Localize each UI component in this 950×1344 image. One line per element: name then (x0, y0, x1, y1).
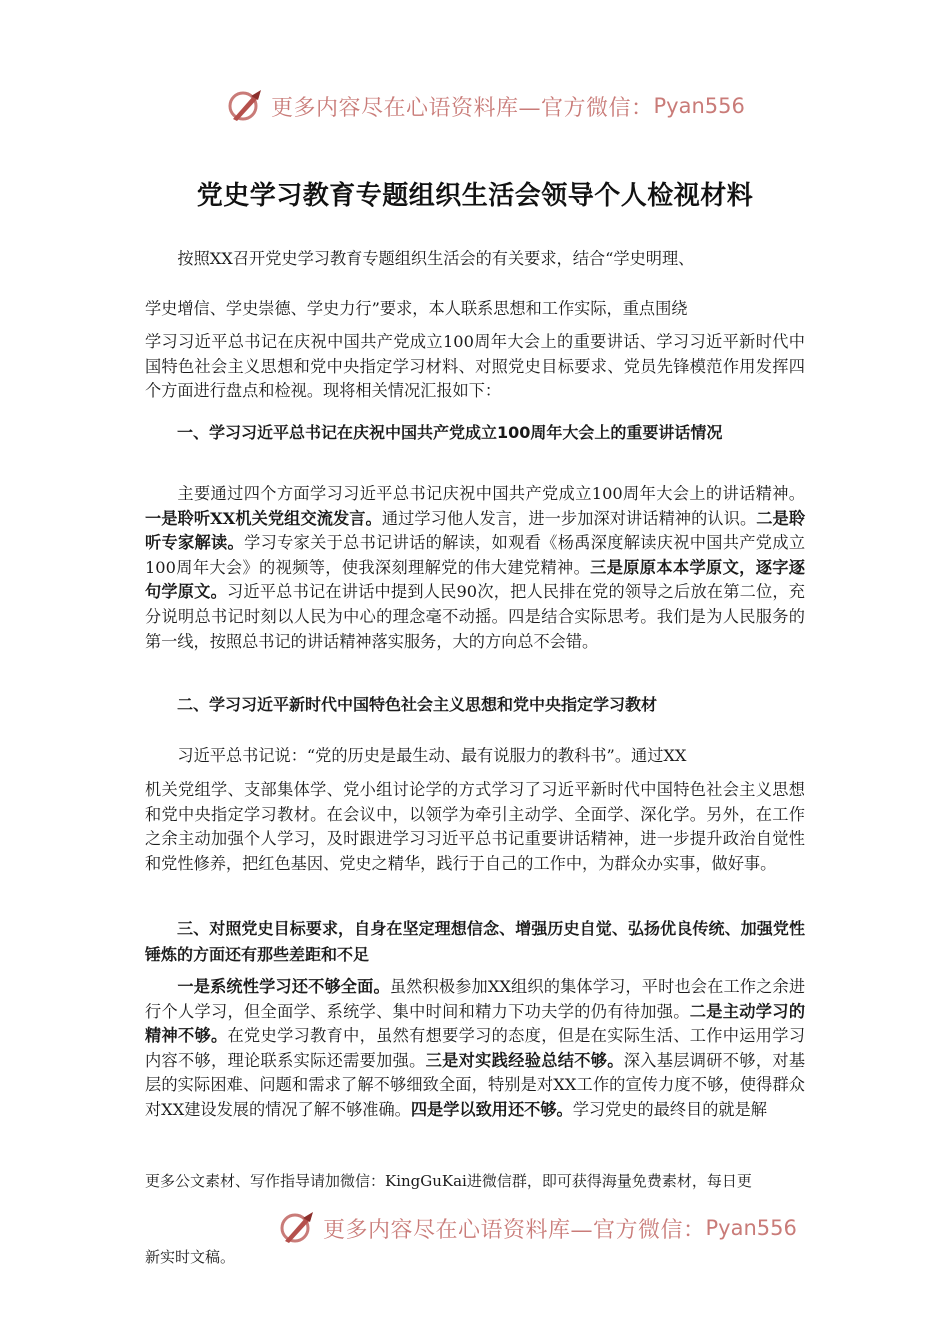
pen-logo-icon (225, 86, 265, 126)
bottom-banner (277, 1206, 797, 1250)
section3-bold-3: 三是对实践经验总结不够。 (425, 1050, 624, 1070)
document-title: 党史学习教育专题组织生活会领导个人检视材料 (196, 181, 754, 211)
section2-line-1: 习近平总书记说：“党的历史是最生动、最有说服力的教科书”。通过XX (177, 746, 687, 765)
section3-paragraph (145, 975, 805, 1123)
section2-heading: 二、学习习近平新时代中国特色社会主义思想和党中央指定学习教材 (177, 695, 658, 714)
footer-note-line-1: 更多公文素材、写作指导请加微信：KingGuKai进微信群，即可获得海量免费素材，每日更 (145, 1172, 752, 1190)
top-banner (225, 84, 745, 128)
section1-text-4: 习近平总书记在讲话中提到人民90次，把人民排在党的领导之后放在第二位，充分说明总书记时刻以人民为中心的理念毫不动摇。四是结合实际思考。我们是为人民服务的第一线，按照总书记的讲话精神落实服务，大的方向总不会错。 (145, 582, 805, 651)
intro-line-1: 按照XX召开党史学习教育专题组织生活会的有关要求，结合“学史明理、 (177, 249, 695, 268)
section3-bold-4: 四是学以致用还不够。 (410, 1099, 573, 1119)
banner-wechat-id: Pyan556 (653, 94, 745, 118)
banner-text: 更多内容尽在心语资料库—官方微信： (271, 95, 654, 121)
section3-text-1: 虽然积极参加XX组织的集体学习，平时也会在工作之余进行个人学习，但全面学、系统学、集中时间和精力下功夫学的仍有待加强。 (145, 977, 806, 1021)
section1-bold-3: 三是原原本本学原文，逐字逐句学原文。 (145, 557, 805, 602)
section1-text-3: 学习专家关于总书记讲话的解读，如观看《杨禹深度解读庆祝中国共产党成立100周年大会》的视频等，使我深刻理解党的伟大建党精神。 (145, 533, 806, 577)
section1-text-2: 通过学习他人发言，进一步加深对讲话精神的认识。 (381, 508, 757, 528)
intro-paragraph: 学习习近平总书记在庆祝中国共产党成立100周年大会上的重要讲话、学习习近平新时代中国特色社会主义思想和党中央指定学习材料、对照党史目标要求、党员先锋模范作用发挥四个方面进行盘点和检视。现将相关情况汇报如下： (145, 332, 805, 401)
pen-logo-icon (277, 1208, 317, 1248)
banner-text: 更多内容尽在心语资料库—官方微信： (323, 1217, 706, 1243)
section1-bold-1: 一是聆听XX机关党组交流发言。 (145, 508, 382, 528)
intro-line-2: 学史增信、学史崇德、学史力行”要求，本人联系思想和工作实际，重点围绕 (145, 299, 688, 318)
section3-bold-1: 一是系统性学习还不够全面。 (177, 977, 390, 996)
banner-wechat-id: Pyan556 (705, 1216, 797, 1240)
section2-paragraph: 机关党组学、支部集体学、党小组讨论学的方式学习了习近平新时代中国特色社会主义思想和党中央指定学习教材。在会议中，以领学为牵引主动学、全面学、深化学。另外，在工作之余主动加强个人学习，及时跟进学习习近平总书记重要讲话精神，进一步提升政治自觉性和党性修养，把红色基因、党史之精华，践行于自己的工作中，为群众办实事，做好事。 (145, 780, 805, 873)
section1-paragraph (145, 482, 805, 654)
footer-note-line-2: 新实时文稿。 (145, 1248, 236, 1266)
section3-heading: 三、对照党史目标要求，自身在坚定理想信念、增强历史自觉、弘扬优良传统、加强党性锤炼的方面还有那些差距和不足 (145, 919, 805, 964)
section3-text-4: 学习党史的最终目的就是解 (572, 1099, 767, 1119)
section1-text-1: 主要通过四个方面学习习近平总书记庆祝中国共产党成立100周年大会上的讲话精神。 (177, 484, 805, 503)
section1-heading: 一、学习习近平总书记在庆祝中国共产党成立100周年大会上的重要讲话情况 (177, 423, 723, 442)
section3-text-2: 在党史学习教育中，虽然有想要学习的态度，但是在实际生活、工作中运用学习内容不够，理论联系实际还需要加强。 (145, 1026, 806, 1070)
section3-bold-2: 二是主动学习的精神不够。 (145, 1001, 806, 1046)
section1-bold-2: 二是聆听专家解读。 (145, 508, 806, 553)
section3-text-3: 深入基层调研不够，对基层的实际困难、问题和需求了解不够细致全面，特别是对XX工作的宣传力度不够，使得群众对XX建设发展的情况了解不够准确。 (145, 1050, 806, 1119)
